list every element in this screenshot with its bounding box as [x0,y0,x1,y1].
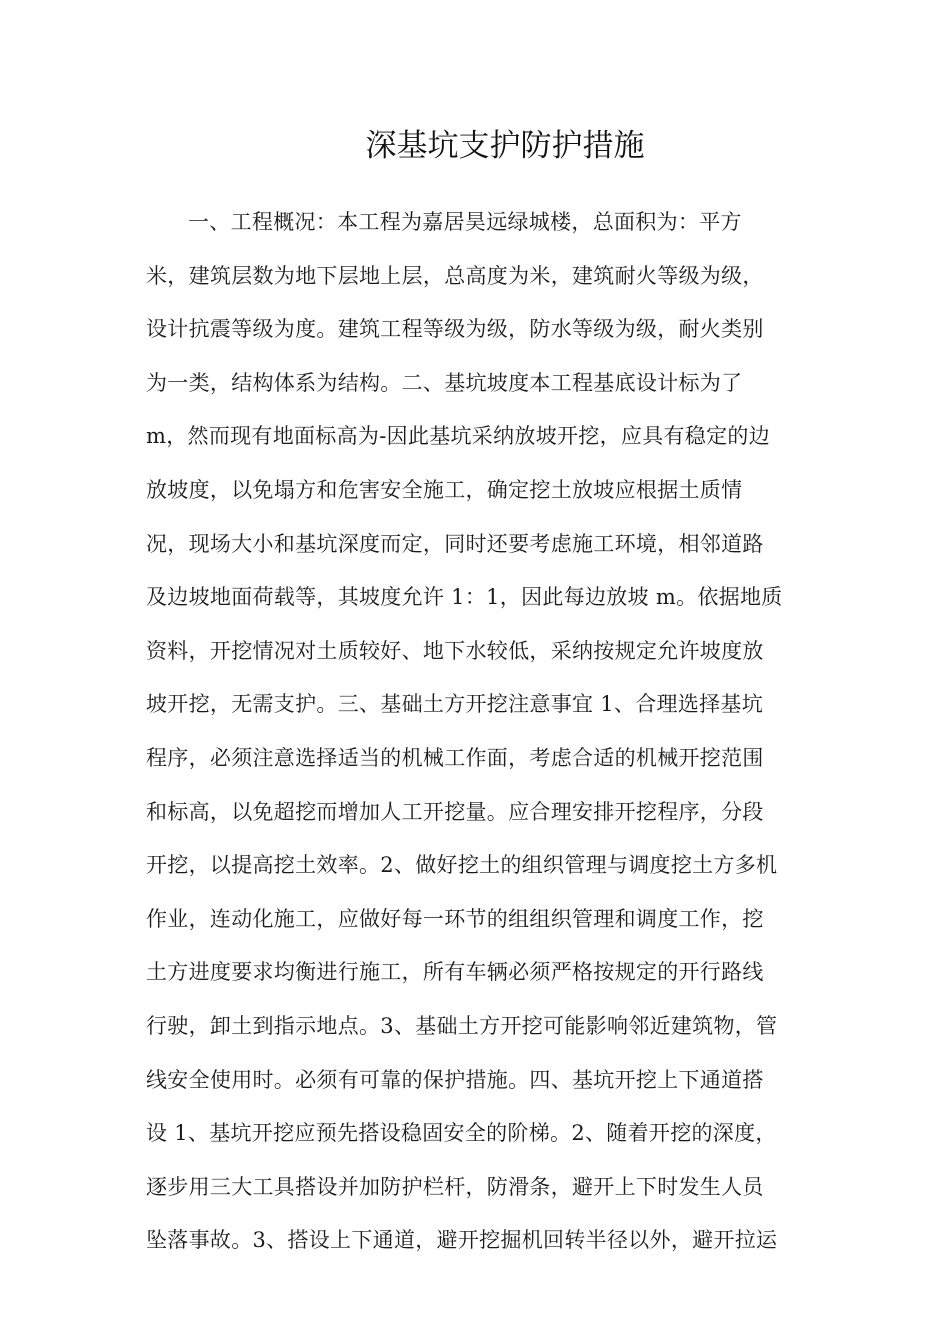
body-line: 设 1、基坑开挖应预先搭设稳固安全的阶梯。2、随着开挖的深度， [146,1121,777,1146]
body-line: 放坡度，以免塌方和危害安全施工，确定挖土放坡应根据土质情 [146,477,743,502]
document-title: 深基坑支护防护措施 [365,128,645,164]
body-line: 土方进度要求均衡进行施工，所有车辆必须严格按规定的开行路线 [146,960,764,985]
body-line: 和标高，以免超挖而增加人工开挖量。应合理安排开挖程序，分段 [146,799,764,824]
document-body [146,196,816,1268]
body-line: 程序，必须注意选择适当的机械工作面，考虑合适的机械开挖范围 [146,745,764,770]
body-line: 况，现场大小和基坑深度而定，同时还要考虑施工环境，相邻道路 [146,531,764,556]
body-line: 线安全使用时。必须有可靠的保护措施。四、基坑开挖上下通道搭 [146,1067,764,1092]
body-line: 及边坡地面荷载等，其坡度允许 1：1，因此每边放坡 m。依据地质 [146,585,783,610]
body-line: 设计抗震等级为度。建筑工程等级为级，防水等级为级，耐火类别 [146,317,764,342]
body-line: 坠落事故。3、搭设上下通道，避开挖掘机回转半径以外，避开拉运 [146,1228,778,1253]
body-line: 行驶，卸土到指示地点。3、基础土方开挖可能影响邻近建筑物，管 [146,1013,778,1038]
body-line: 作业，连动化施工，应做好每一环节的组组织管理和调度工作，挖 [146,906,764,931]
body-line: 为一类，结构体系为结构。二、基坑坡度本工程基底设计标为了 [146,370,743,395]
body-line: 资料，开挖情况对土质较好、地下水较低，采纳按规定允许坡度放 [146,638,764,663]
body-line: 开挖，以提高挖土效率。2、做好挖土的组织管理与调度挖土方多机 [146,853,778,878]
body-line: 一、工程概况：本工程为嘉居昊远绿城楼，总面积为：平方 [188,210,742,234]
body-line: m，然而现有地面标高为-因此基坑采纳放坡开挖，应具有稳定的边 [146,424,771,449]
body-line: 逐步用三大工具搭设并加防护栏杆，防滑条，避开上下时发生人员 [146,1174,764,1199]
body-line: 坡开挖，无需支护。三、基础土方开挖注意事宜 1、合理选择基坑 [146,692,764,717]
body-line: 米，建筑层数为地下层地上层，总高度为米，建筑耐火等级为级， [146,263,764,288]
